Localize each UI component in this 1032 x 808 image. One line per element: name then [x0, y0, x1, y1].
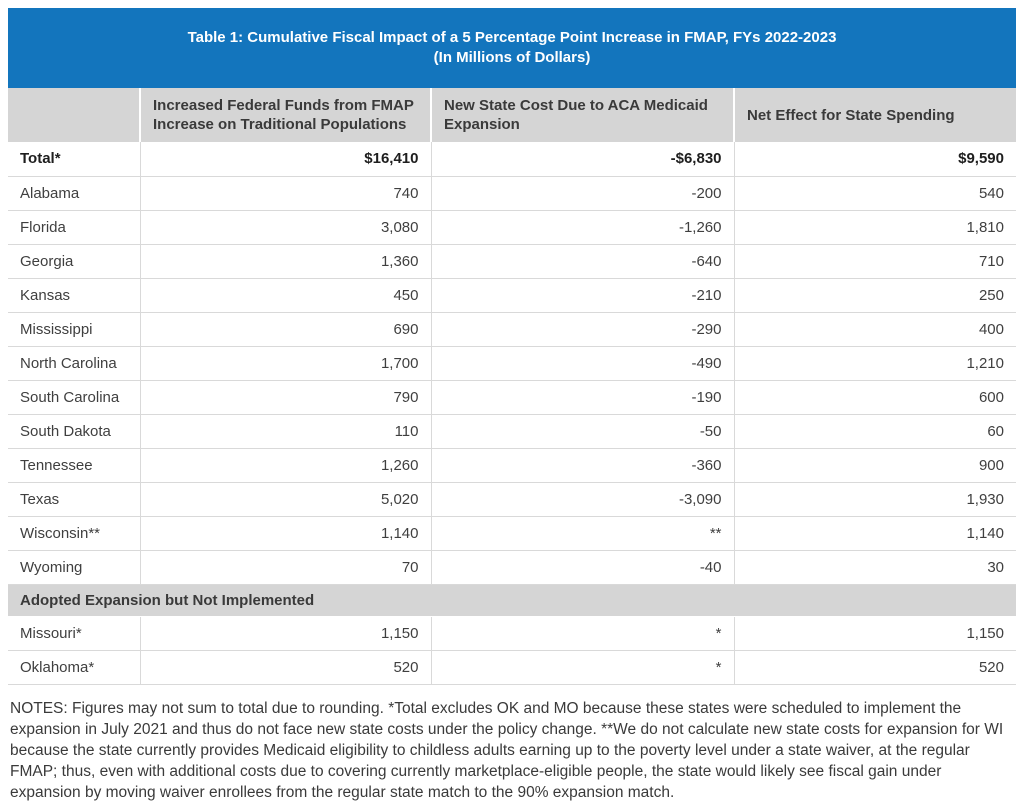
- net-effect-value: 710: [734, 244, 1016, 278]
- federal-funds-value: 5,020: [140, 482, 431, 516]
- table-row-wyoming: [8, 550, 1016, 584]
- table-row-alabama: [8, 176, 1016, 210]
- row-label: North Carolina: [8, 346, 140, 380]
- federal-funds-value: 70: [140, 550, 431, 584]
- federal-funds-value: 790: [140, 380, 431, 414]
- new-state-cost-value: -3,090: [431, 482, 734, 516]
- table-title: Table 1: Cumulative Fiscal Impact of a 5 Percentage Point Increase in FMAP, FYs 2022-2023: [187, 29, 837, 46]
- new-state-cost-value: -200: [431, 176, 734, 210]
- table-title-band: [8, 8, 1016, 88]
- net-effect-value: $9,590: [734, 142, 1016, 176]
- table-row-south-carolina: [8, 380, 1016, 414]
- section-header-row: [8, 584, 1016, 616]
- column-header-net-effect: Net Effect for State Spending: [734, 88, 1016, 142]
- federal-funds-value: $16,410: [140, 142, 431, 176]
- federal-funds-value: 3,080: [140, 210, 431, 244]
- net-effect-value: 1,930: [734, 482, 1016, 516]
- row-label: Georgia: [8, 244, 140, 278]
- table-row-oklahoma: [8, 650, 1016, 684]
- net-effect-value: 540: [734, 176, 1016, 210]
- table-figure: [8, 8, 1016, 803]
- net-effect-value: 1,210: [734, 346, 1016, 380]
- net-effect-value: 600: [734, 380, 1016, 414]
- row-label: Mississippi: [8, 312, 140, 346]
- new-state-cost-value: -360: [431, 448, 734, 482]
- net-effect-value: 400: [734, 312, 1016, 346]
- federal-funds-value: 1,360: [140, 244, 431, 278]
- table-row-tennessee: [8, 448, 1016, 482]
- new-state-cost-value: *: [431, 616, 734, 650]
- federal-funds-value: 1,700: [140, 346, 431, 380]
- net-effect-value: 250: [734, 278, 1016, 312]
- table-row-north-carolina: [8, 346, 1016, 380]
- table-row-florida: [8, 210, 1016, 244]
- column-header-row: [8, 88, 1016, 142]
- net-effect-value: 1,810: [734, 210, 1016, 244]
- federal-funds-value: 690: [140, 312, 431, 346]
- row-label: Texas: [8, 482, 140, 516]
- net-effect-value: 520: [734, 650, 1016, 684]
- federal-funds-value: 1,260: [140, 448, 431, 482]
- new-state-cost-value: -290: [431, 312, 734, 346]
- table-subtitle: (In Millions of Dollars): [433, 49, 591, 66]
- column-header-federal-funds: Increased Federal Funds from FMAP Increase on Traditional Populations: [140, 88, 431, 142]
- row-label: South Dakota: [8, 414, 140, 448]
- total-row: [8, 142, 1016, 176]
- table-row-missouri: [8, 616, 1016, 650]
- table-row-mississippi: [8, 312, 1016, 346]
- row-label: Wyoming: [8, 550, 140, 584]
- new-state-cost-value: -190: [431, 380, 734, 414]
- column-header-new-state-cost: New State Cost Due to ACA Medicaid Expansion: [431, 88, 734, 142]
- row-label: Kansas: [8, 278, 140, 312]
- table-row-south-dakota: [8, 414, 1016, 448]
- row-label: South Carolina: [8, 380, 140, 414]
- federal-funds-value: 110: [140, 414, 431, 448]
- net-effect-value: 30: [734, 550, 1016, 584]
- row-label: Wisconsin**: [8, 516, 140, 550]
- federal-funds-value: 1,140: [140, 516, 431, 550]
- net-effect-value: 900: [734, 448, 1016, 482]
- row-label: Oklahoma*: [8, 650, 140, 684]
- new-state-cost-value: -210: [431, 278, 734, 312]
- new-state-cost-value: -490: [431, 346, 734, 380]
- row-label: Tennessee: [8, 448, 140, 482]
- table-row-texas: [8, 482, 1016, 516]
- net-effect-value: 60: [734, 414, 1016, 448]
- new-state-cost-value: -640: [431, 244, 734, 278]
- new-state-cost-value: **: [431, 516, 734, 550]
- table-row-wisconsin: [8, 516, 1016, 550]
- new-state-cost-value: -40: [431, 550, 734, 584]
- new-state-cost-value: -$6,830: [431, 142, 734, 176]
- table-notes: NOTES: Figures may not sum to total due to rounding. *Total excludes OK and MO because these states were scheduled to implement the expansion in July 2021 and thus do not face new state costs under the policy change. **We do not calculate new state costs for expansion for WI because the state currently provides Medicaid eligibility to childless adults earning up to the poverty level under a state waiver, at the regular FMAP; thus, even with additional costs due to covering currently marketplace-eligible people, the state would likely see fiscal gain under expansion by moving waiver enrollees from the regular state match to the 90% expansion match.: [10, 699, 1004, 801]
- section-header-label: Adopted Expansion but Not Implemented: [8, 584, 1016, 616]
- federal-funds-value: 450: [140, 278, 431, 312]
- federal-funds-value: 520: [140, 650, 431, 684]
- federal-funds-value: 740: [140, 176, 431, 210]
- row-label: Missouri*: [8, 616, 140, 650]
- net-effect-value: 1,150: [734, 616, 1016, 650]
- federal-funds-value: 1,150: [140, 616, 431, 650]
- table-row-georgia: [8, 244, 1016, 278]
- new-state-cost-value: *: [431, 650, 734, 684]
- new-state-cost-value: -1,260: [431, 210, 734, 244]
- row-label: Total*: [8, 142, 140, 176]
- net-effect-value: 1,140: [734, 516, 1016, 550]
- row-label: Alabama: [8, 176, 140, 210]
- table-row-kansas: [8, 278, 1016, 312]
- new-state-cost-value: -50: [431, 414, 734, 448]
- column-header-state: [8, 88, 140, 142]
- fiscal-impact-table: [8, 88, 1016, 685]
- row-label: Florida: [8, 210, 140, 244]
